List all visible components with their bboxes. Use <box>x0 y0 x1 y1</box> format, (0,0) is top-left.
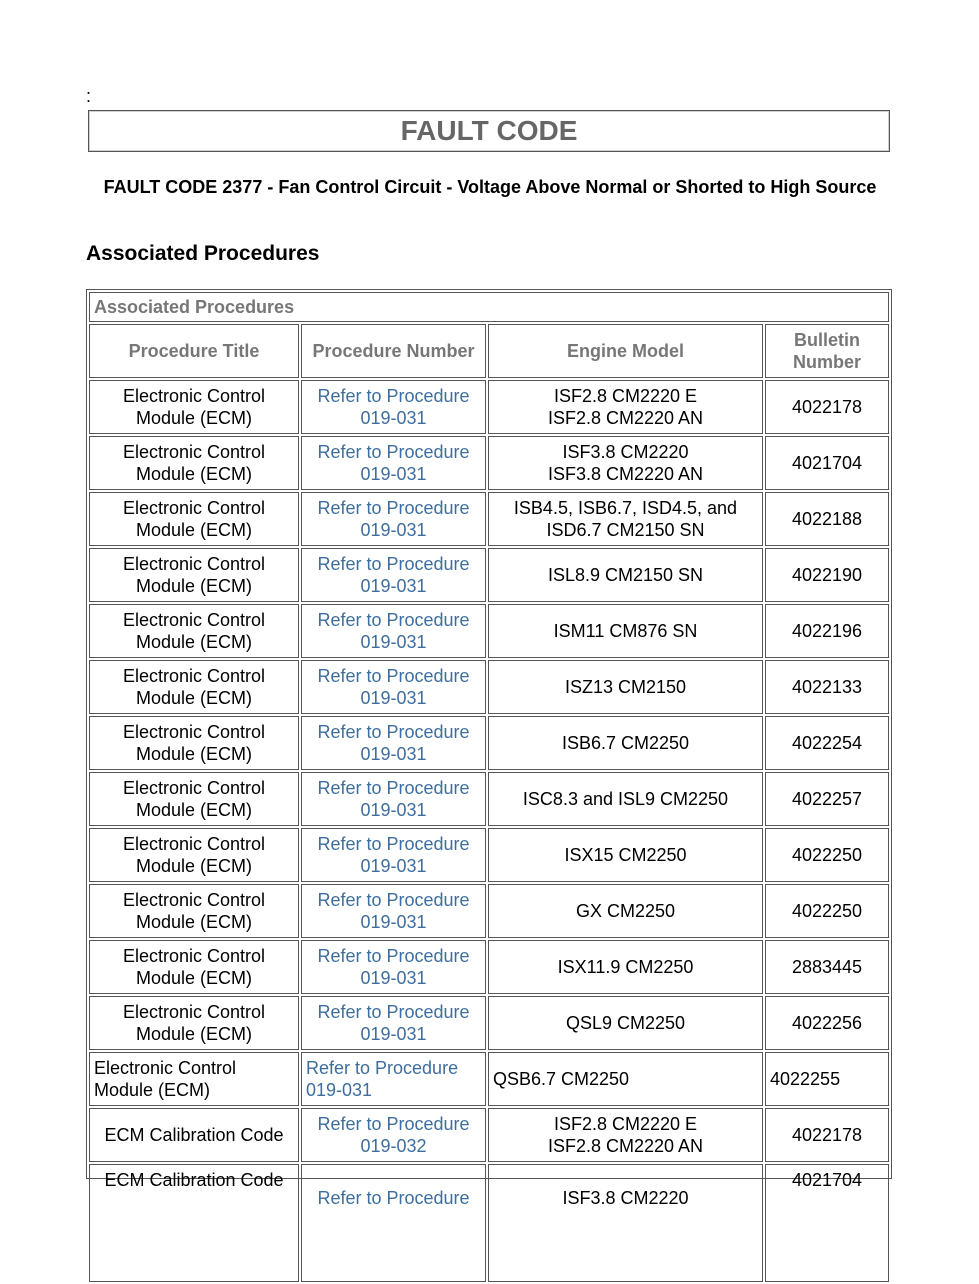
bulletin-number-cell: 4022178 <box>765 1108 889 1162</box>
engine-model-cell: ISF3.8 CM2220 <box>488 1164 763 1282</box>
procedure-number-link[interactable]: Refer to Procedure 019-031 <box>301 660 486 714</box>
procedure-title-cell: Electronic Control Module (ECM) <box>89 604 299 658</box>
engine-model-cell: ISB6.7 CM2250 <box>488 716 763 770</box>
bulletin-number-cell: 4021704 <box>765 436 889 490</box>
procedure-number-link[interactable]: Refer to Procedure 019-031 <box>301 884 486 938</box>
bulletin-number-cell: 4022178 <box>765 380 889 434</box>
table-row <box>89 996 889 1050</box>
bulletin-number-cell: 4022196 <box>765 604 889 658</box>
bulletin-number-cell: 4022188 <box>765 492 889 546</box>
bulletin-number-cell: 4022133 <box>765 660 889 714</box>
procedure-title-cell: Electronic Control Module (ECM) <box>89 716 299 770</box>
procedure-title-cell: Electronic Control Module (ECM) <box>89 884 299 938</box>
engine-model-cell: ISF2.8 CM2220 E ISF2.8 CM2220 AN <box>488 1108 763 1162</box>
table-row <box>89 492 889 546</box>
bulletin-number-cell: 4022190 <box>765 548 889 602</box>
bulletin-number-cell: 4021704 <box>765 1164 889 1282</box>
procedure-title-cell: Electronic Control Module (ECM) <box>89 828 299 882</box>
engine-model-cell: ISF2.8 CM2220 E ISF2.8 CM2220 AN <box>488 380 763 434</box>
fault-code-header <box>88 110 890 152</box>
table-row <box>89 1108 889 1162</box>
table-row <box>89 436 889 490</box>
table-row <box>89 940 889 994</box>
procedure-title-cell: Electronic Control Module (ECM) <box>89 380 299 434</box>
procedure-title-cell: Electronic Control Module (ECM) <box>89 1052 299 1106</box>
engine-model-cell: ISM11 CM876 SN <box>488 604 763 658</box>
table-row <box>89 772 889 826</box>
procedure-title-cell: Electronic Control Module (ECM) <box>89 548 299 602</box>
procedure-number-link[interactable]: Refer to Procedure 019-031 <box>301 492 486 546</box>
table-row <box>89 1052 889 1106</box>
fault-code-title: FAULT CODE <box>400 115 578 146</box>
procedure-title-cell: Electronic Control Module (ECM) <box>89 772 299 826</box>
procedure-number-link[interactable]: Refer to Procedure 019-031 <box>301 828 486 882</box>
procedure-number-link[interactable]: Refer to Procedure <box>301 1164 486 1282</box>
fault-description: FAULT CODE 2377 - Fan Control Circuit - Voltage Above Normal or Shorted to High Source <box>103 177 877 197</box>
bulletin-number-cell: 4022250 <box>765 828 889 882</box>
procedure-title-cell: Electronic Control Module (ECM) <box>89 436 299 490</box>
procedure-title-cell: Electronic Control Module (ECM) <box>89 660 299 714</box>
engine-model-cell: ISC8.3 and ISL9 CM2250 <box>488 772 763 826</box>
bulletin-number-cell: 4022254 <box>765 716 889 770</box>
table-row <box>89 828 889 882</box>
procedure-number-link[interactable]: Refer to Procedure 019-031 <box>301 716 486 770</box>
procedure-title-cell: Electronic Control Module (ECM) <box>89 996 299 1050</box>
bulletin-number-cell: 2883445 <box>765 940 889 994</box>
procedure-title-cell: ECM Calibration Code <box>89 1164 299 1282</box>
bulletin-number-cell: 4022256 <box>765 996 889 1050</box>
procedure-number-link[interactable]: Refer to Procedure 019-031 <box>301 1052 486 1106</box>
engine-model-cell: GX CM2250 <box>488 884 763 938</box>
section-heading: Associated Procedures <box>86 242 320 265</box>
engine-model-cell: ISX15 CM2250 <box>488 828 763 882</box>
procedure-number-link[interactable]: Refer to Procedure 019-031 <box>301 940 486 994</box>
engine-model-cell: QSL9 CM2250 <box>488 996 763 1050</box>
procedure-number-link[interactable]: Refer to Procedure 019-031 <box>301 772 486 826</box>
procedure-title-cell: Electronic Control Module (ECM) <box>89 940 299 994</box>
procedure-number-link[interactable]: Refer to Procedure 019-031 <box>301 604 486 658</box>
engine-model-cell: ISL8.9 CM2150 SN <box>488 548 763 602</box>
procedure-title-cell: ECM Calibration Code <box>89 1108 299 1162</box>
engine-model-cell: QSB6.7 CM2250 <box>488 1052 763 1106</box>
table-row <box>89 884 889 938</box>
procedure-number-link[interactable]: Refer to Procedure 019-031 <box>301 436 486 490</box>
engine-model-cell: ISX11.9 CM2250 <box>488 940 763 994</box>
procedure-number-link[interactable]: Refer to Procedure 019-032 <box>301 1108 486 1162</box>
procedure-number-link[interactable]: Refer to Procedure 019-031 <box>301 380 486 434</box>
procedure-title-cell: Electronic Control Module (ECM) <box>89 492 299 546</box>
bulletin-number-cell: 4022250 <box>765 884 889 938</box>
bulletin-number-cell: 4022255 <box>765 1052 889 1106</box>
table-row <box>89 660 889 714</box>
table-row <box>89 380 889 434</box>
engine-model-cell: ISZ13 CM2150 <box>488 660 763 714</box>
column-header-procedure-number: Procedure Number <box>301 324 486 378</box>
engine-model-cell: ISF3.8 CM2220 ISF3.8 CM2220 AN <box>488 436 763 490</box>
page-top-mark: : <box>86 86 92 106</box>
table-caption: Associated Procedures <box>89 292 889 322</box>
table-row <box>89 1164 889 1282</box>
bulletin-number-cell: 4022257 <box>765 772 889 826</box>
table-row <box>89 716 889 770</box>
procedures-table <box>86 289 892 1208</box>
table-row <box>89 548 889 602</box>
column-header-engine-model: Engine Model <box>488 324 763 378</box>
procedure-number-link[interactable]: Refer to Procedure 019-031 <box>301 548 486 602</box>
column-header-bulletin-number: Bulletin Number <box>765 324 889 378</box>
column-header-procedure-title: Procedure Title <box>89 324 299 378</box>
engine-model-cell: ISB4.5, ISB6.7, ISD4.5, and ISD6.7 CM2150 SN <box>488 492 763 546</box>
procedure-number-link[interactable]: Refer to Procedure 019-031 <box>301 996 486 1050</box>
table-row <box>89 604 889 658</box>
